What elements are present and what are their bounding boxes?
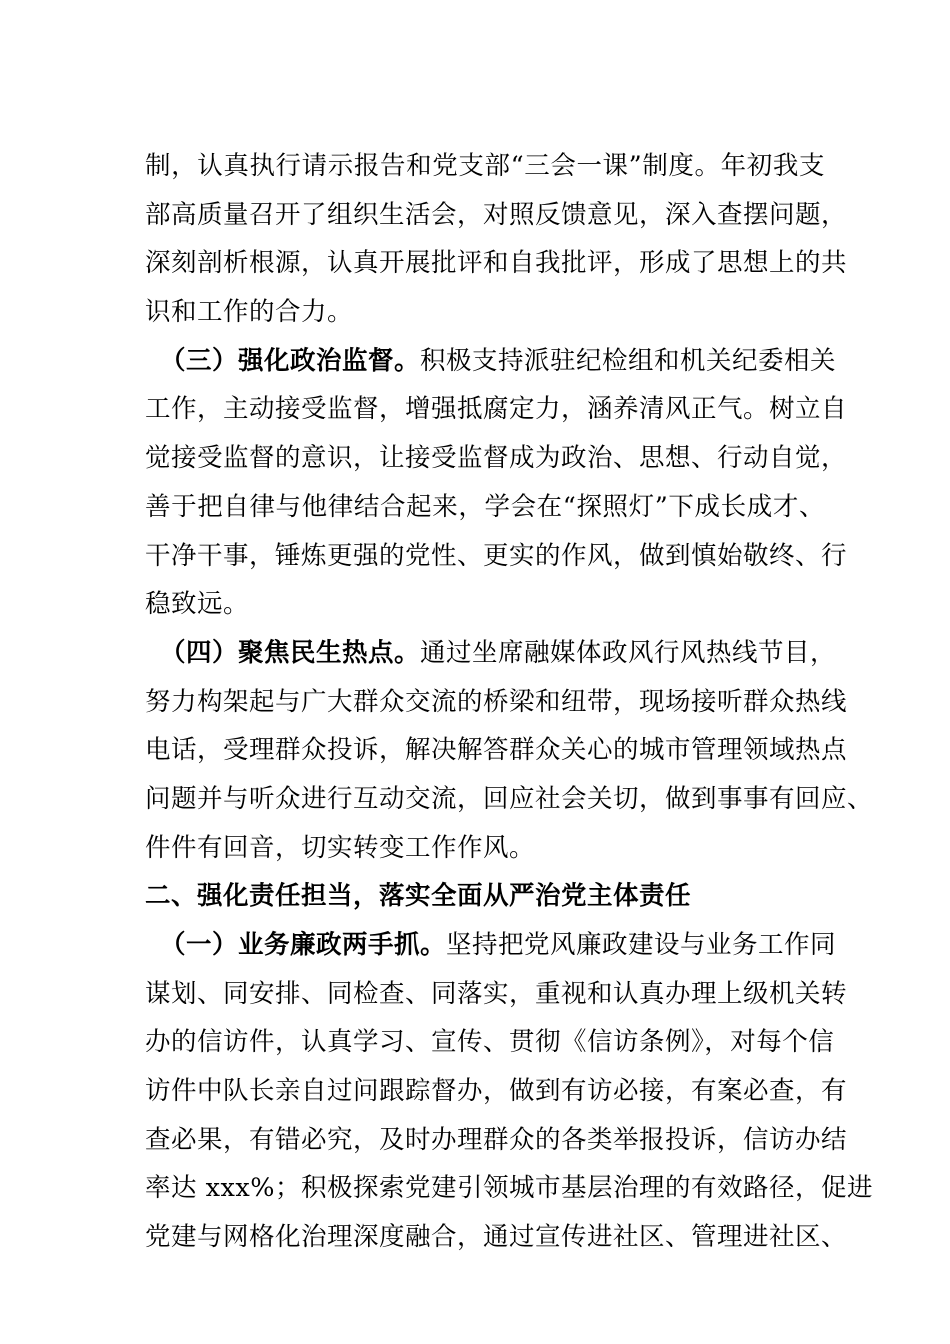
text-line: 访件中队长亲自过问跟踪督办，做到有访必接，有案必查，有 [145,1076,848,1107]
section-3-line [145,337,837,386]
text-line: 深刻剖析根源，认真开展批评和自我批评，形成了思想上的共 [145,248,848,279]
text-span: 通过坐席融媒体政风行风热线节目， [420,637,837,668]
text-span: 坚持把党风廉政建设与业务工作同 [446,930,837,960]
subheading-political-supervision: （三）强化政治监督。 [160,345,421,376]
text-line: 努力构架起与广大群众交流的桥梁和纽带，现场接听群众热线 [145,686,848,717]
text-line: 干净干事，锤炼更强的党性、更实的作风，做到慎始敬终、行 [145,540,848,571]
section-4-line [145,629,837,678]
text-line: 觉接受监督的意识，让接受监督成为政治、思想、行动自觉， [145,443,848,474]
text-line: 谋划、同安排、同检查、同落实，重视和认真办理上级机关转 [145,978,848,1009]
body-text [145,142,874,1262]
text-line: 善于把自律与他律结合起来，学会在“探照灯”下成长成才、 [145,491,825,522]
text-line: 部高质量召开了组织生活会，对照反馈意见，深入查摆问题， [145,199,848,230]
text-line: 查必果，有错必究，及时办理群众的各类举报投诉，信访办结 [145,1124,848,1155]
text-line: 工作，主动接受监督，增强抵腐定力，涵养清风正气。树立自 [145,394,848,425]
text-line: 问题并与听众进行互动交流，回应社会关切，做到事事有回应、 [145,783,874,814]
text-line: 稳致远。 [145,589,250,620]
subheading-livelihood-hotspots: （四）聚焦民生热点。 [160,637,421,668]
text-line: 办的信访件，认真学习、宣传、贯彻《信访条例》，对每个信 [145,1027,835,1058]
text-span: 积极支持派驻纪检组和机关纪委相关 [420,345,837,376]
text-line: 率达 xxx%；积极探索党建引领城市基层治理的有效路径，促进 [145,1173,873,1204]
section-2-1-line [145,921,837,970]
text-line: 件件有回音，切实转变工作作风。 [145,832,536,863]
text-line: 电话，受理群众投诉，解决解答群众关心的城市管理领域热点 [145,735,848,766]
subheading-business-integrity: （一）业务廉政两手抓。 [160,930,447,960]
text-line: 党建与网格化治理深度融合，通过宣传进社区、管理进社区、 [145,1222,848,1253]
section-heading-two: 二、强化责任担当，落实全面从严治党主体责任 [145,881,692,912]
text-line: 识和工作的合力。 [145,297,354,328]
text-line: 制，认真执行请示报告和党支部“三会一课”制度。年初我支 [145,151,825,181]
